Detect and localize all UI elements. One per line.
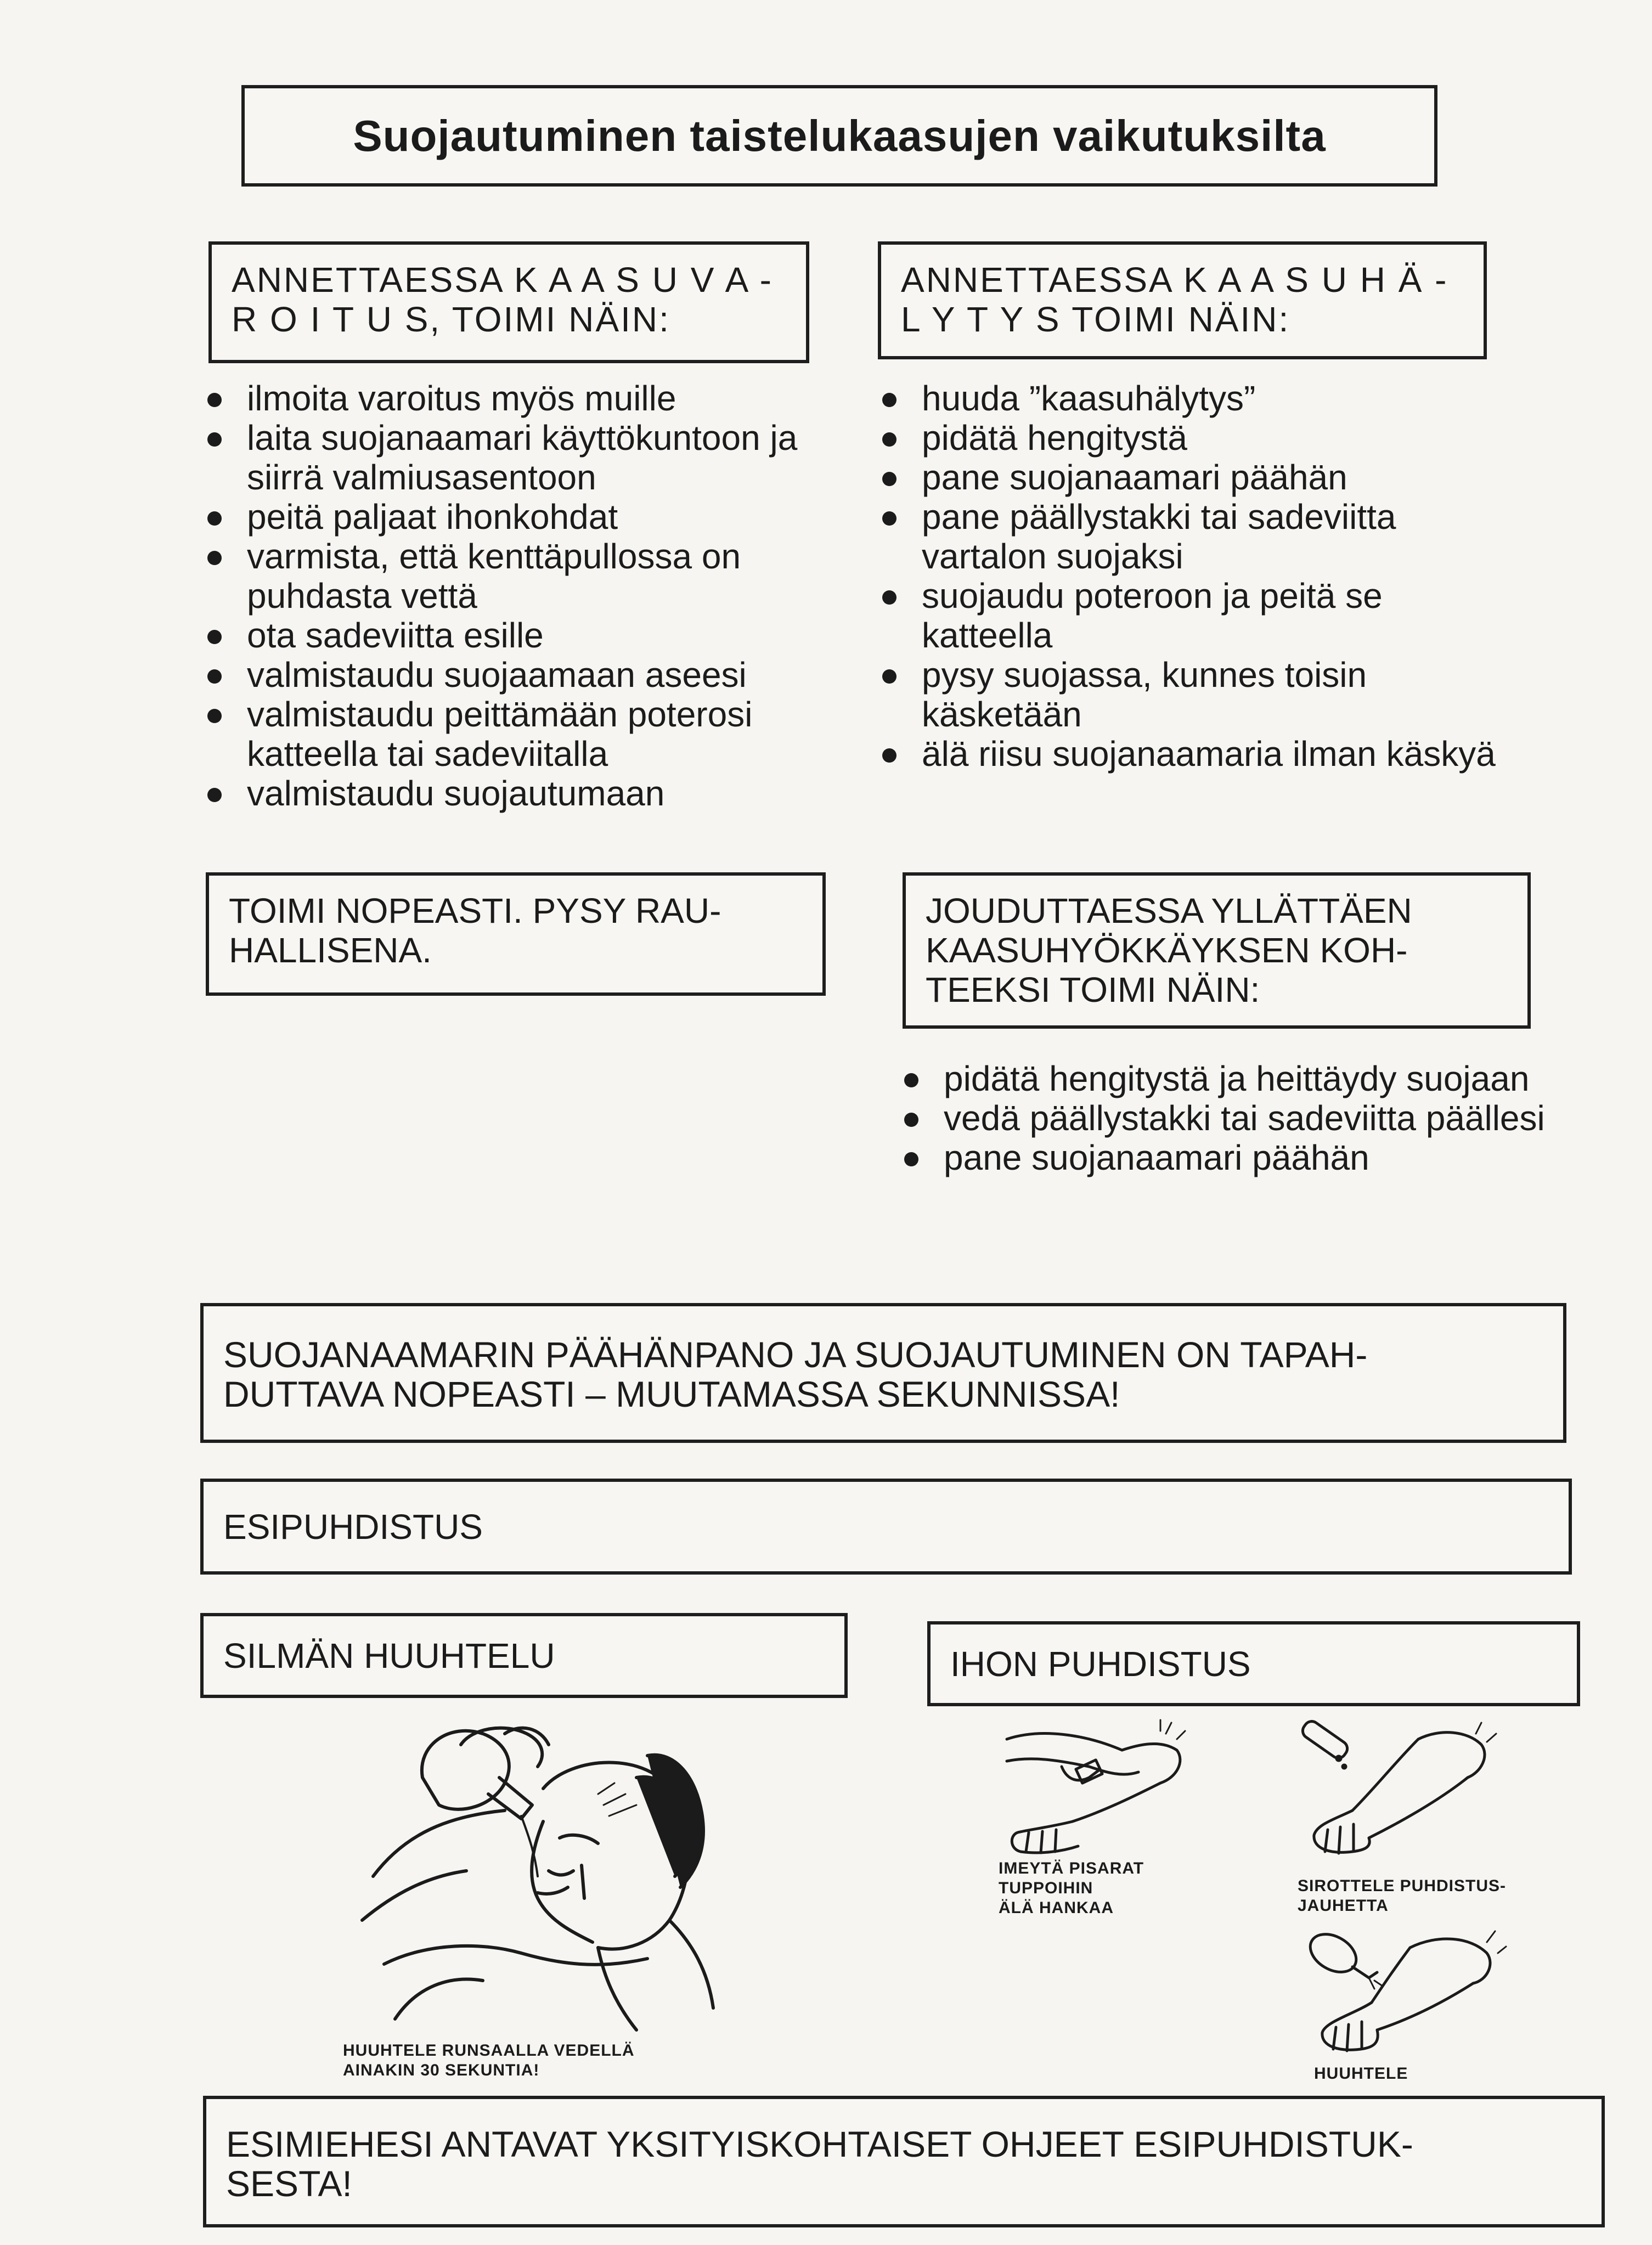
surprise-header-line2: KAASUHYÖKKÄYKSEN KOH- xyxy=(926,930,1408,970)
pre-cleaning-label: ESIPUHDISTUS xyxy=(223,1507,483,1547)
list-item: pidätä hengitystä xyxy=(878,418,1523,458)
sprinkle-caption-line2: JAUHETTA xyxy=(1298,1897,1389,1915)
quick-mask-line1: SUOJANAAMARIN PÄÄHÄNPANO JA SUOJAUTUMINEN ON TAPAH- xyxy=(223,1334,1368,1375)
eye-rinse-header xyxy=(200,1613,848,1698)
list-item: vedä päällystakki tai sadeviitta päällesi xyxy=(900,1098,1558,1138)
gas-alarm-list xyxy=(878,379,1523,774)
list-item: varmista, että kenttäpullossa on puhdasta vettä xyxy=(203,537,839,616)
eye-rinse-illustration xyxy=(340,1712,724,2041)
sprinkle-caption xyxy=(1298,1876,1506,1916)
surprise-attack-list xyxy=(900,1059,1558,1177)
rinse-caption-label: HUUHTELE xyxy=(1314,2065,1408,2083)
skin-cleaning-label: IHON PUHDISTUS xyxy=(950,1644,1251,1684)
supervisor-line2: SESTA! xyxy=(226,2163,352,2204)
gas-warning-header-line2: R O I T U S, TOIMI NÄIN: xyxy=(232,300,670,339)
surprise-attack-header xyxy=(903,872,1531,1029)
list-item: valmistaudu suojaamaan aseesi xyxy=(203,655,839,695)
act-fast-line2: HALLISENA. xyxy=(229,930,432,970)
list-item: huuda ”kaasuhälytys” xyxy=(878,379,1523,418)
sprinkle-powder-illustration xyxy=(1292,1717,1501,1871)
title-box xyxy=(241,85,1437,187)
blot-caption-line1: IMEYTÄ PISARAT xyxy=(999,1859,1144,1877)
blot-caption-line3: ÄLÄ HANKAA xyxy=(999,1899,1114,1917)
list-item: ilmoita varoitus myös muille xyxy=(203,379,839,418)
act-fast-box xyxy=(206,872,826,996)
list-item: pane suojanaamari päähän xyxy=(900,1138,1558,1177)
blot-caption xyxy=(999,1859,1144,1918)
list-item: ota sadeviitta esille xyxy=(203,616,839,655)
blot-droplets-illustration xyxy=(996,1717,1193,1860)
quick-mask-line2: DUTTAVA NOPEASTI – MUUTAMASSA SEKUNNISSA! xyxy=(223,1374,1120,1414)
surprise-header-line1: JOUDUTTAESSA YLLÄTTÄEN xyxy=(926,891,1412,930)
pre-cleaning-box xyxy=(200,1479,1572,1575)
rinse-skin-illustration xyxy=(1300,1920,1509,2063)
gas-warning-list xyxy=(203,379,839,813)
list-item: suojaudu poteroon ja peitä se katteella xyxy=(878,576,1523,655)
list-item: valmistaudu suojautumaan xyxy=(203,774,839,813)
list-item: pidätä hengitystä ja heittäydy suojaan xyxy=(900,1059,1558,1098)
act-fast-line1: TOIMI NOPEASTI. PYSY RAU- xyxy=(229,891,721,930)
rinse-caption xyxy=(1314,2064,1408,2084)
skin-cleaning-header xyxy=(927,1621,1580,1706)
list-item: laita suojanaamari käyttökuntoon ja siirrä valmiusasentoon xyxy=(203,418,839,497)
list-item: pysy suojassa, kunnes toisin käsketään xyxy=(878,655,1523,734)
eye-rinse-caption-line1: HUUHTELE RUNSAALLA VEDELLÄ xyxy=(343,2041,635,2060)
list-item: pane päällystakki tai sadeviitta vartalon suojaksi xyxy=(878,497,1523,576)
sprinkle-caption-line1: SIROTTELE PUHDISTUS- xyxy=(1298,1877,1507,1895)
surprise-header-line3: TEEKSI TOIMI NÄIN: xyxy=(926,970,1260,1009)
gas-alarm-header xyxy=(878,241,1487,359)
blot-caption-line2: TUPPOIHIN xyxy=(999,1879,1093,1897)
eye-rinse-label: SILMÄN HUUHTELU xyxy=(223,1635,555,1676)
quick-mask-box xyxy=(200,1303,1566,1443)
eye-rinse-caption xyxy=(343,2041,635,2080)
list-item: älä riisu suojanaamaria ilman käskyä xyxy=(878,734,1523,774)
gas-warning-header-line1: ANNETTAESSA K A A S U V A - xyxy=(232,260,773,300)
list-item: valmistaudu peittämään poterosi katteella tai sadeviitalla xyxy=(203,695,839,774)
gas-alarm-header-line1: ANNETTAESSA K A A S U H Ä - xyxy=(901,260,1448,300)
page-title: Suojautuminen taistelukaasujen vaikutuksilta xyxy=(353,111,1326,160)
eye-rinse-caption-line2: AINAKIN 30 SEKUNTIA! xyxy=(343,2061,540,2079)
gas-alarm-header-line2: L Y T Y S TOIMI NÄIN: xyxy=(901,300,1290,339)
list-item: peitä paljaat ihonkohdat xyxy=(203,497,839,537)
gas-warning-header xyxy=(208,241,809,363)
supervisor-line1: ESIMIEHESI ANTAVAT YKSITYISKOHTAISET OHJEET ESIPUHDISTUK- xyxy=(226,2124,1413,2164)
supervisor-instructions-box xyxy=(203,2096,1605,2227)
list-item: pane suojanaamari päähän xyxy=(878,458,1523,497)
